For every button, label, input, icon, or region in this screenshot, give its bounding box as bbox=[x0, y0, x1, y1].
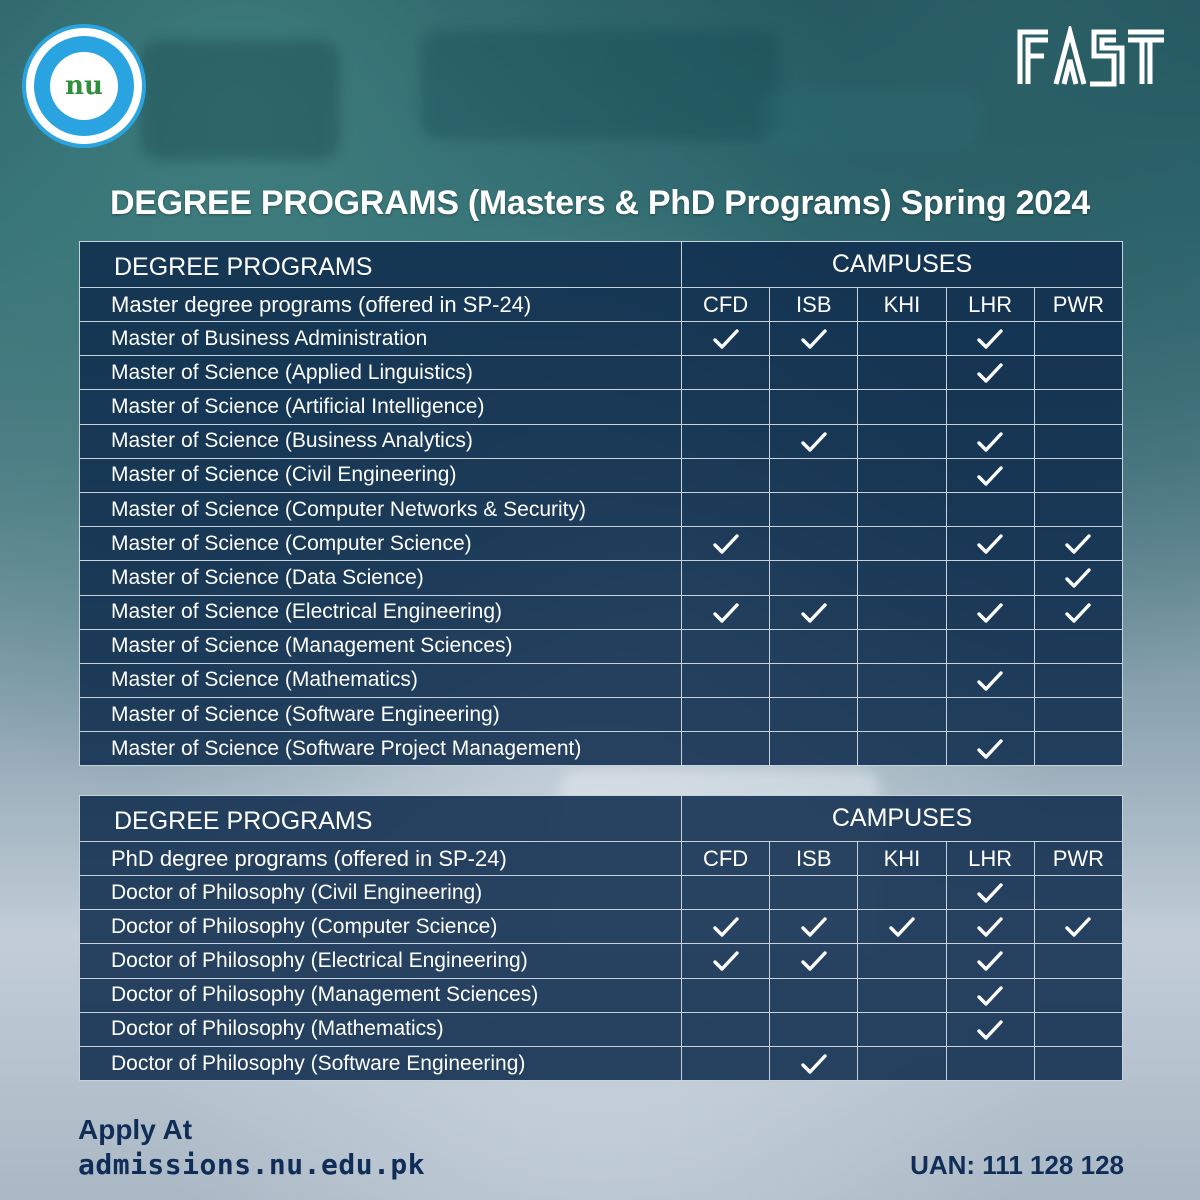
campus-cell-cfd bbox=[682, 561, 770, 595]
table-row bbox=[80, 629, 1123, 663]
program-name: Doctor of Philosophy (Civil Engineering) bbox=[80, 876, 682, 910]
campus-code: KHI bbox=[858, 288, 946, 322]
campus-cell-isb bbox=[770, 698, 858, 732]
campus-cell-pwr bbox=[1034, 390, 1122, 424]
campus-cell-isb bbox=[770, 424, 858, 458]
campus-cell-lhr bbox=[946, 910, 1034, 944]
campus-cell-isb bbox=[770, 1012, 858, 1046]
background-shelf-blur bbox=[760, 90, 980, 150]
campus-cell-lhr bbox=[946, 732, 1034, 766]
campus-cell-lhr bbox=[946, 944, 1034, 978]
campus-cell-cfd bbox=[682, 876, 770, 910]
page-title: DEGREE PROGRAMS (Masters & PhD Programs) Spring 2024 bbox=[109, 184, 1091, 222]
table-subheader-row bbox=[80, 288, 1123, 322]
campus-cell-pwr bbox=[1034, 944, 1122, 978]
campus-cell-khi bbox=[858, 458, 946, 492]
university-seal-logo bbox=[22, 24, 146, 148]
campus-cell-khi bbox=[858, 876, 946, 910]
masters-subheading: Master degree programs (offered in SP-24) bbox=[80, 288, 682, 322]
degree-programs-heading: DEGREE PROGRAMS bbox=[80, 796, 682, 842]
check-icon bbox=[1065, 915, 1091, 938]
table-header-row bbox=[80, 242, 1123, 288]
check-icon bbox=[713, 532, 739, 555]
campus-cell-khi bbox=[858, 356, 946, 390]
admissions-website-link[interactable]: admissions.nu.edu.pk bbox=[78, 1148, 426, 1181]
table-row bbox=[80, 663, 1123, 697]
check-icon bbox=[977, 983, 1003, 1006]
program-name: Doctor of Philosophy (Electrical Engineering) bbox=[80, 944, 682, 978]
campus-cell-cfd bbox=[682, 698, 770, 732]
campus-cell-isb bbox=[770, 492, 858, 526]
campus-cell-pwr bbox=[1034, 732, 1122, 766]
campus-cell-lhr bbox=[946, 978, 1034, 1012]
campus-cell-cfd bbox=[682, 944, 770, 978]
apply-at-label: Apply At bbox=[78, 1114, 193, 1145]
campus-cell-lhr bbox=[946, 561, 1034, 595]
campus-code: CFD bbox=[682, 288, 770, 322]
fast-logo bbox=[1016, 26, 1166, 88]
campus-cell-pwr bbox=[1034, 595, 1122, 629]
phd-subheading: PhD degree programs (offered in SP-24) bbox=[80, 842, 682, 876]
check-icon bbox=[713, 600, 739, 623]
table-row bbox=[80, 424, 1123, 458]
campus-cell-pwr bbox=[1034, 978, 1122, 1012]
check-icon bbox=[977, 429, 1003, 452]
campus-code: PWR bbox=[1034, 288, 1122, 322]
table-subheader-row bbox=[80, 842, 1123, 876]
check-icon bbox=[713, 949, 739, 972]
program-name: Master of Business Administration bbox=[80, 322, 682, 356]
campus-cell-pwr bbox=[1034, 876, 1122, 910]
campus-code: ISB bbox=[770, 842, 858, 876]
campus-cell-khi bbox=[858, 910, 946, 944]
degree-programs-heading: DEGREE PROGRAMS bbox=[80, 242, 682, 288]
check-icon bbox=[977, 949, 1003, 972]
table-row bbox=[80, 492, 1123, 526]
program-name: Doctor of Philosophy (Computer Science) bbox=[80, 910, 682, 944]
table-row bbox=[80, 1012, 1123, 1046]
campus-cell-khi bbox=[858, 944, 946, 978]
campus-cell-isb bbox=[770, 356, 858, 390]
program-name: Master of Science (Electrical Engineering) bbox=[80, 595, 682, 629]
check-icon bbox=[977, 881, 1003, 904]
check-icon bbox=[977, 600, 1003, 623]
campus-cell-isb bbox=[770, 910, 858, 944]
campus-cell-cfd bbox=[682, 527, 770, 561]
check-icon bbox=[889, 915, 915, 938]
campus-cell-pwr bbox=[1034, 458, 1122, 492]
check-icon bbox=[977, 915, 1003, 938]
campus-cell-lhr bbox=[946, 876, 1034, 910]
campus-cell-isb bbox=[770, 561, 858, 595]
campus-code: LHR bbox=[946, 288, 1034, 322]
campus-cell-lhr bbox=[946, 527, 1034, 561]
check-icon bbox=[977, 668, 1003, 691]
check-icon bbox=[801, 915, 827, 938]
check-icon bbox=[801, 600, 827, 623]
campus-cell-lhr bbox=[946, 629, 1034, 663]
campus-cell-isb bbox=[770, 876, 858, 910]
campus-cell-isb bbox=[770, 663, 858, 697]
campus-cell-cfd bbox=[682, 732, 770, 766]
background-shelf-blur bbox=[420, 30, 780, 140]
table-row bbox=[80, 527, 1123, 561]
program-name: Doctor of Philosophy (Management Sciences) bbox=[80, 978, 682, 1012]
campus-cell-isb bbox=[770, 527, 858, 561]
program-name: Master of Science (Computer Networks & Security) bbox=[80, 492, 682, 526]
program-name: Master of Science (Civil Engineering) bbox=[80, 458, 682, 492]
campus-cell-cfd bbox=[682, 458, 770, 492]
check-icon bbox=[977, 737, 1003, 760]
campus-cell-cfd bbox=[682, 663, 770, 697]
campus-cell-khi bbox=[858, 322, 946, 356]
seal-core-icon bbox=[50, 52, 118, 120]
campus-code: LHR bbox=[946, 842, 1034, 876]
phd-programs-table bbox=[79, 795, 1123, 1081]
campus-cell-cfd bbox=[682, 1012, 770, 1046]
campus-cell-lhr bbox=[946, 663, 1034, 697]
check-icon bbox=[977, 361, 1003, 384]
check-icon bbox=[977, 532, 1003, 555]
table-row bbox=[80, 910, 1123, 944]
campus-cell-khi bbox=[858, 698, 946, 732]
check-icon bbox=[1065, 566, 1091, 589]
check-icon bbox=[977, 327, 1003, 350]
campus-cell-khi bbox=[858, 978, 946, 1012]
campus-cell-khi bbox=[858, 663, 946, 697]
campus-cell-khi bbox=[858, 595, 946, 629]
check-icon bbox=[1065, 600, 1091, 623]
campus-cell-isb bbox=[770, 944, 858, 978]
campus-cell-cfd bbox=[682, 595, 770, 629]
campus-cell-khi bbox=[858, 561, 946, 595]
campus-cell-pwr bbox=[1034, 1012, 1122, 1046]
check-icon bbox=[801, 429, 827, 452]
campus-cell-pwr bbox=[1034, 424, 1122, 458]
campus-code: PWR bbox=[1034, 842, 1122, 876]
table-row bbox=[80, 978, 1123, 1012]
campus-cell-cfd bbox=[682, 492, 770, 526]
campus-cell-khi bbox=[858, 732, 946, 766]
table-row bbox=[80, 390, 1123, 424]
campus-code: KHI bbox=[858, 842, 946, 876]
campus-cell-lhr bbox=[946, 698, 1034, 732]
background-shelf-blur bbox=[140, 40, 340, 160]
program-name: Master of Science (Business Analytics) bbox=[80, 424, 682, 458]
seal-monogram: nu bbox=[65, 71, 103, 101]
masters-programs-table bbox=[79, 241, 1123, 766]
campus-cell-pwr bbox=[1034, 910, 1122, 944]
campus-cell-pwr bbox=[1034, 663, 1122, 697]
campus-cell-lhr bbox=[946, 356, 1034, 390]
campus-cell-lhr bbox=[946, 322, 1034, 356]
campus-cell-cfd bbox=[682, 1046, 770, 1080]
program-name: Master of Science (Applied Linguistics) bbox=[80, 356, 682, 390]
campus-cell-khi bbox=[858, 424, 946, 458]
program-name: Doctor of Philosophy (Mathematics) bbox=[80, 1012, 682, 1046]
campus-cell-pwr bbox=[1034, 1046, 1122, 1080]
table-row bbox=[80, 561, 1123, 595]
campus-cell-lhr bbox=[946, 595, 1034, 629]
campus-cell-cfd bbox=[682, 910, 770, 944]
table-row bbox=[80, 876, 1123, 910]
campus-cell-isb bbox=[770, 1046, 858, 1080]
campus-cell-cfd bbox=[682, 322, 770, 356]
campus-cell-isb bbox=[770, 458, 858, 492]
table-row bbox=[80, 458, 1123, 492]
program-name: Master of Science (Software Engineering) bbox=[80, 698, 682, 732]
check-icon bbox=[977, 463, 1003, 486]
table-row bbox=[80, 944, 1123, 978]
campus-cell-cfd bbox=[682, 424, 770, 458]
campus-cell-isb bbox=[770, 629, 858, 663]
table-row bbox=[80, 595, 1123, 629]
campus-cell-pwr bbox=[1034, 561, 1122, 595]
campus-cell-pwr bbox=[1034, 629, 1122, 663]
check-icon bbox=[1065, 532, 1091, 555]
campus-cell-lhr bbox=[946, 390, 1034, 424]
campus-cell-khi bbox=[858, 390, 946, 424]
program-name: Doctor of Philosophy (Software Engineering) bbox=[80, 1046, 682, 1080]
check-icon bbox=[713, 915, 739, 938]
table-row bbox=[80, 1046, 1123, 1080]
campus-cell-lhr bbox=[946, 492, 1034, 526]
campus-cell-isb bbox=[770, 978, 858, 1012]
uan-phone-number: UAN: 111 128 128 bbox=[910, 1150, 1124, 1180]
campus-cell-isb bbox=[770, 322, 858, 356]
campus-cell-pwr bbox=[1034, 492, 1122, 526]
check-icon bbox=[801, 1052, 827, 1075]
campuses-heading: CAMPUSES bbox=[682, 242, 1123, 288]
table-row bbox=[80, 322, 1123, 356]
campuses-heading: CAMPUSES bbox=[682, 796, 1123, 842]
campus-cell-lhr bbox=[946, 424, 1034, 458]
campus-cell-isb bbox=[770, 390, 858, 424]
program-name: Master of Science (Software Project Management) bbox=[80, 732, 682, 766]
campus-cell-pwr bbox=[1034, 698, 1122, 732]
program-name: Master of Science (Computer Science) bbox=[80, 527, 682, 561]
campus-cell-lhr bbox=[946, 1012, 1034, 1046]
campus-cell-khi bbox=[858, 1012, 946, 1046]
campus-cell-cfd bbox=[682, 629, 770, 663]
table-row bbox=[80, 698, 1123, 732]
campus-cell-isb bbox=[770, 732, 858, 766]
check-icon bbox=[977, 1017, 1003, 1040]
campus-code: ISB bbox=[770, 288, 858, 322]
table-row bbox=[80, 356, 1123, 390]
campus-cell-pwr bbox=[1034, 356, 1122, 390]
campus-cell-khi bbox=[858, 492, 946, 526]
campus-cell-isb bbox=[770, 595, 858, 629]
check-icon bbox=[713, 327, 739, 350]
campus-cell-khi bbox=[858, 527, 946, 561]
table-row bbox=[80, 732, 1123, 766]
campus-code: CFD bbox=[682, 842, 770, 876]
program-name: Master of Science (Mathematics) bbox=[80, 663, 682, 697]
campus-cell-cfd bbox=[682, 978, 770, 1012]
campus-cell-khi bbox=[858, 629, 946, 663]
campus-cell-lhr bbox=[946, 458, 1034, 492]
table-header-row bbox=[80, 796, 1123, 842]
program-name: Master of Science (Data Science) bbox=[80, 561, 682, 595]
campus-cell-pwr bbox=[1034, 527, 1122, 561]
program-name: Master of Science (Management Sciences) bbox=[80, 629, 682, 663]
phd-rows bbox=[80, 876, 1123, 1081]
masters-rows bbox=[80, 322, 1123, 766]
campus-cell-lhr bbox=[946, 1046, 1034, 1080]
program-name: Master of Science (Artificial Intelligence) bbox=[80, 390, 682, 424]
check-icon bbox=[801, 327, 827, 350]
campus-cell-cfd bbox=[682, 356, 770, 390]
campus-cell-pwr bbox=[1034, 322, 1122, 356]
check-icon bbox=[801, 949, 827, 972]
campus-cell-khi bbox=[858, 1046, 946, 1080]
campus-cell-cfd bbox=[682, 390, 770, 424]
